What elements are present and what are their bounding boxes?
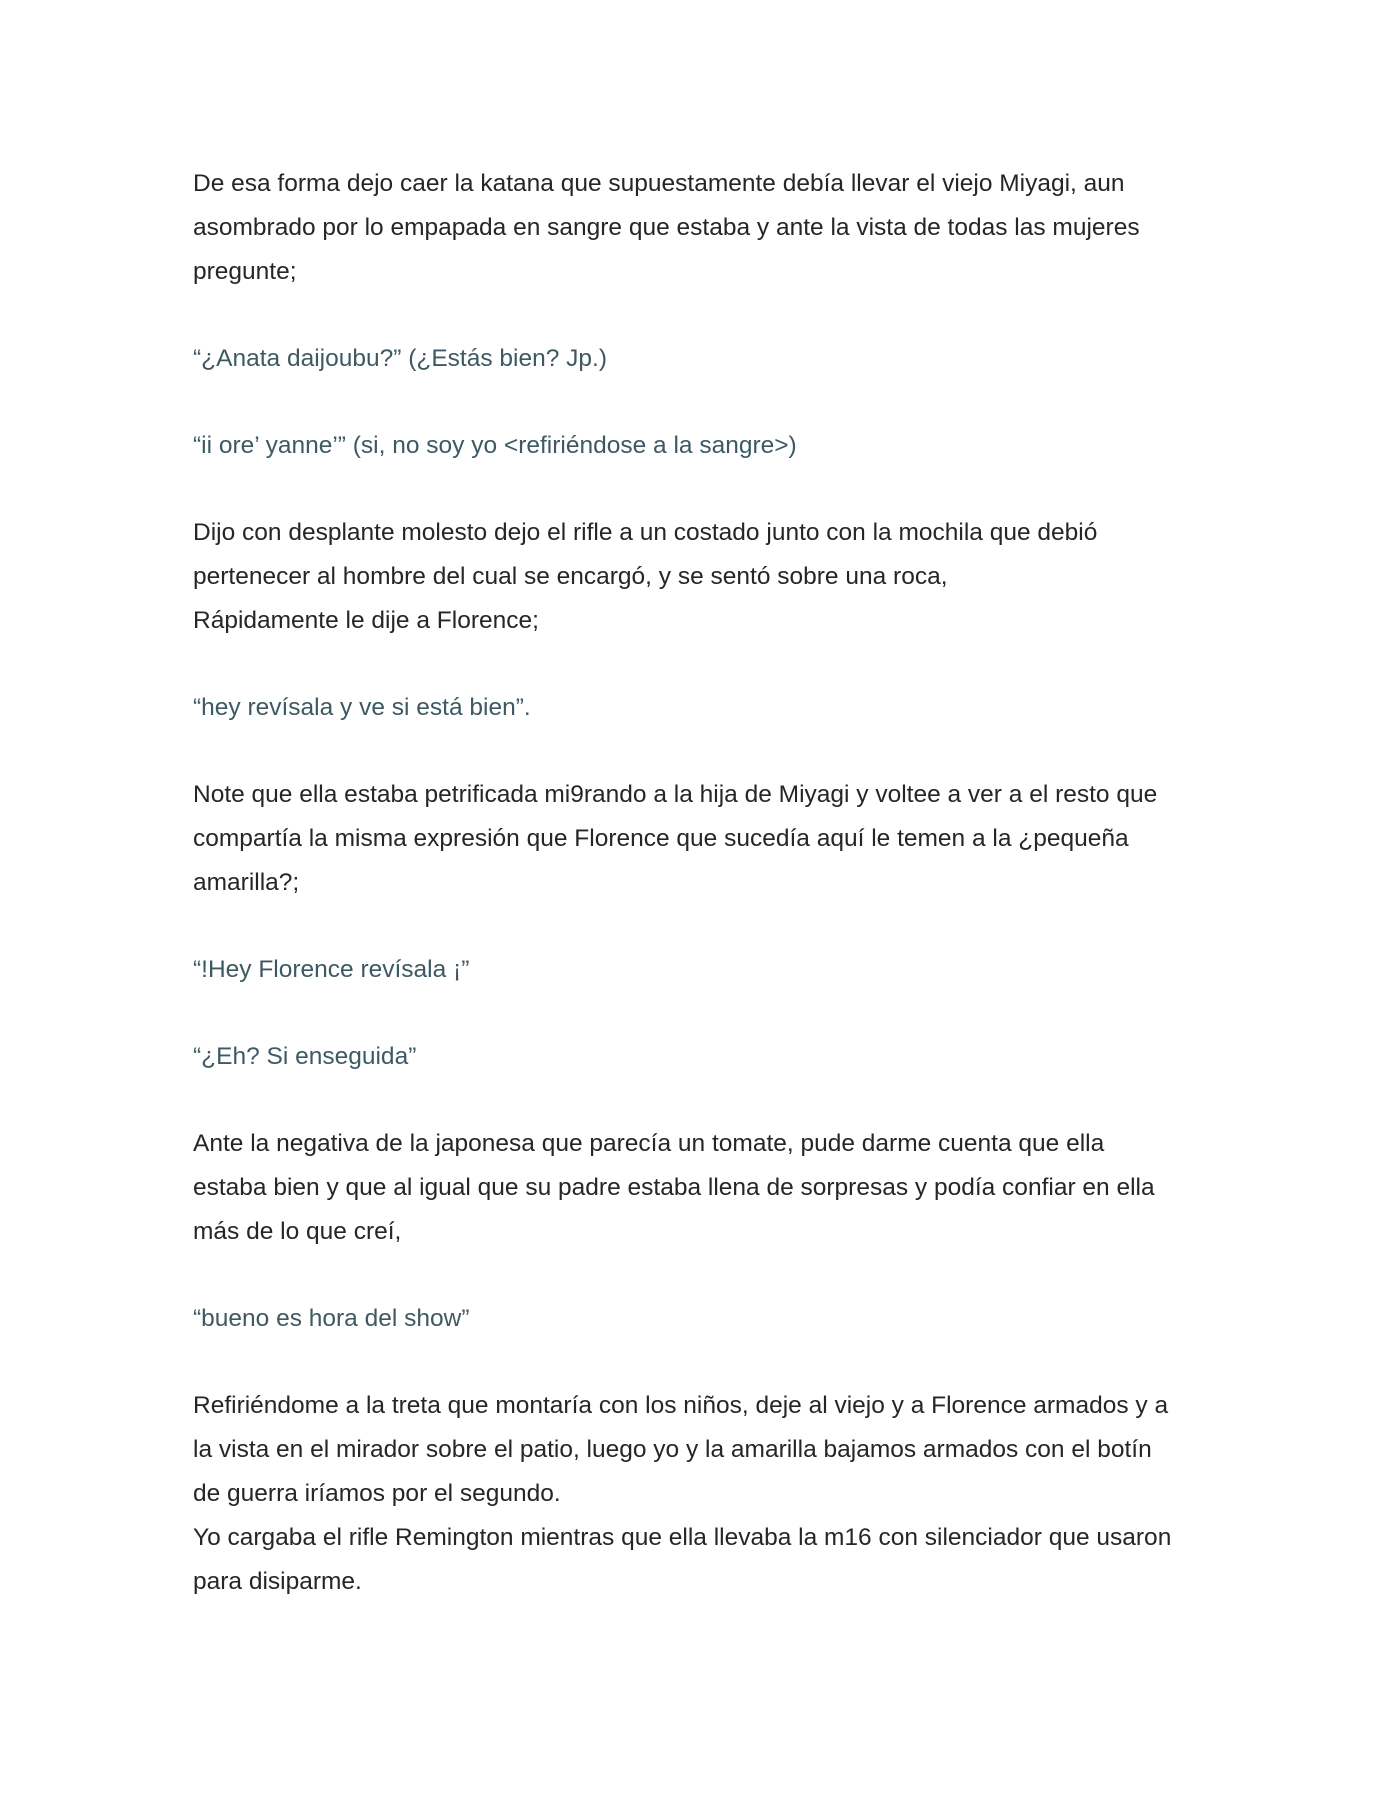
text-line: Note que ella estaba petrificada mi9rando a la hija de Miyagi y voltee a ver a el resto que (193, 781, 1158, 808)
text-line: Ante la negativa de la japonesa que parecía un tomate, pude darme cuenta que ella (193, 1130, 1105, 1157)
text-line: asombrado por lo empapada en sangre que estaba y ante la vista de todas las mujeres (193, 214, 1140, 241)
paragraph-narration (193, 511, 1213, 643)
paragraph-narration (193, 1122, 1213, 1254)
paragraph-narration (193, 162, 1213, 294)
paragraph-dialogue (193, 948, 1213, 992)
text-line: amarilla?; (193, 869, 300, 896)
paragraph-dialogue (193, 337, 1213, 381)
text-line: Dijo con desplante molesto dejo el rifle a un costado junto con la mochila que debió (193, 519, 1098, 546)
text-line: Rápidamente le dije a Florence; (193, 607, 539, 634)
paragraph-dialogue (193, 1035, 1213, 1079)
text-line: pregunte; (193, 258, 297, 285)
text-line: la vista en el mirador sobre el patio, luego yo y la amarilla bajamos armados con el botín (193, 1436, 1152, 1463)
dialogue-line: “bueno es hora del show” (193, 1305, 470, 1332)
dialogue-line: “ii ore’ yanne’” (si, no soy yo <refiriéndose a la sangre>) (193, 432, 797, 459)
document-body (193, 162, 1213, 1647)
text-line: estaba bien y que al igual que su padre estaba llena de sorpresas y podía confiar en ella (193, 1174, 1155, 1201)
text-line: más de lo que creí, (193, 1218, 402, 1245)
text-line: De esa forma dejo caer la katana que supuestamente debía llevar el viejo Miyagi, aun (193, 170, 1125, 197)
paragraph-dialogue (193, 424, 1213, 468)
text-line: compartía la misma expresión que Florence que sucedía aquí le temen a la ¿pequeña (193, 825, 1129, 852)
text-line: pertenecer al hombre del cual se encargó, y se sentó sobre una roca, (193, 563, 948, 590)
dialogue-line: “!Hey Florence revísala ¡” (193, 956, 470, 983)
dialogue-line: “¿Eh? Si enseguida” (193, 1043, 417, 1070)
paragraph-narration (193, 1384, 1213, 1604)
paragraph-narration (193, 773, 1213, 905)
paragraph-dialogue (193, 1297, 1213, 1341)
text-line: Refiriéndome a la treta que montaría con los niños, deje al viejo y a Florence armados y a (193, 1392, 1169, 1419)
text-line: para disiparme. (193, 1568, 362, 1595)
text-line: de guerra iríamos por el segundo. (193, 1480, 561, 1507)
dialogue-line: “¿Anata daijoubu?” (¿Estás bien? Jp.) (193, 345, 607, 372)
text-line: Yo cargaba el rifle Remington mientras que ella llevaba la m16 con silenciador que usaron (193, 1524, 1172, 1551)
paragraph-dialogue (193, 686, 1213, 730)
dialogue-line: “hey revísala y ve si está bien”. (193, 694, 531, 721)
